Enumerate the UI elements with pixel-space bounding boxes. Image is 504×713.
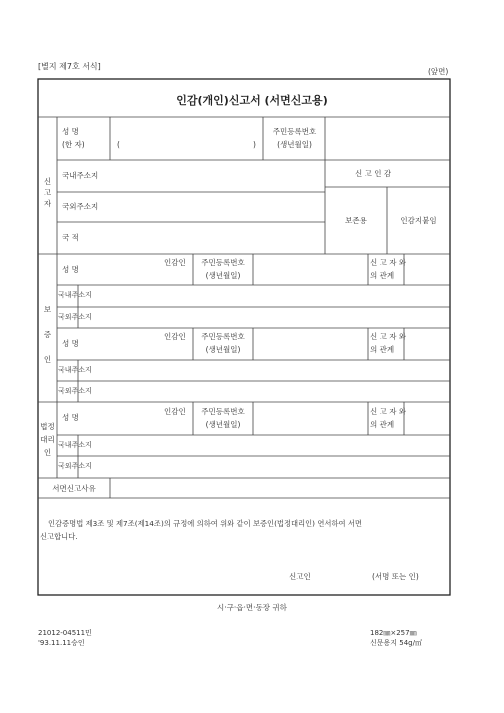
guarantor2-rrn-label: 주민등록번호 <box>201 332 245 341</box>
guarantor2-domestic-address-label: 국내주소지 <box>58 366 92 374</box>
section-guarantor: 보 증 인 <box>43 305 52 364</box>
legal-rep-domestic-address-label: 국내주소지 <box>58 441 92 449</box>
section-legal-representative: 법정 대리 인 <box>40 422 55 457</box>
form-title: 인감(개인)신고서 (서면신고용) <box>176 94 328 107</box>
form-number: [별지 제7호 서식] <box>38 62 101 71</box>
guarantor1-dob-label: (생년월일) <box>205 271 241 280</box>
legal-rep-dob-label: (생년월일) <box>205 420 241 429</box>
addressee: 시·구·읍·면·동장 귀하 <box>217 603 287 612</box>
hanja-open-paren: ( <box>117 140 120 149</box>
approval-date: '93.11.11승인 <box>38 639 85 647</box>
guarantor2-dob-label: (생년월일) <box>205 345 241 354</box>
section-applicant: 신 고 자 <box>43 177 52 208</box>
applicant-name-label: 성 명 <box>62 127 79 136</box>
guarantor1-name-label: 성 명 <box>62 265 79 274</box>
seal-attach-label: 인감지붙임 <box>400 216 437 225</box>
declaration-line-2: 신고합니다. <box>40 532 78 541</box>
paper-size: 182㎜×257㎜ <box>370 629 417 637</box>
applicant-hanja-label: (한 자) <box>62 140 85 149</box>
form-code: 21012-04511민 <box>38 629 92 637</box>
legal-rep-rrn-label: 주민등록번호 <box>201 407 245 416</box>
guarantor2-foreign-address-label: 국외주소지 <box>58 387 92 395</box>
written-report-reason-label: 서면신고사유 <box>52 484 96 493</box>
guarantor1-rrn-label: 주민등록번호 <box>201 258 245 267</box>
keep-copy-label: 보존용 <box>345 216 367 225</box>
guarantor1-domestic-address-label: 국내주소지 <box>58 291 92 299</box>
seal-registration-label: 신 고 인 감 <box>355 169 392 178</box>
guarantor1-seal-mark: 인감인 <box>164 258 186 267</box>
page-side: (앞면) <box>428 67 449 76</box>
legal-rep-name-label: 성 명 <box>62 413 79 422</box>
guarantor1-foreign-address-label: 국외주소지 <box>58 313 92 321</box>
applicant-domestic-address-label: 국내주소지 <box>62 171 99 180</box>
legal-rep-relation-label: 신 고 자 와 <box>370 407 407 416</box>
applicant-rrn-label: 주민등록번호 <box>272 127 317 136</box>
legal-rep-relation-label-2: 의 관계 <box>370 420 395 429</box>
legal-rep-foreign-address-label: 국외주소지 <box>58 462 92 470</box>
signer-label: 신고인 <box>289 572 311 581</box>
guarantor2-relation-label: 신 고 자 와 <box>370 332 407 341</box>
applicant-foreign-address-label: 국외주소지 <box>62 202 99 211</box>
guarantor1-relation-label-2: 의 관계 <box>370 271 395 280</box>
guarantor2-name-label: 성 명 <box>62 339 79 348</box>
paper-type: 신문용지 54g/㎡ <box>370 639 422 647</box>
legal-rep-seal-mark: 인감인 <box>164 407 186 416</box>
guarantor1-relation-label: 신 고 자 와 <box>370 258 407 267</box>
guarantor2-seal-mark: 인감인 <box>164 332 186 341</box>
applicant-nationality-label: 국 적 <box>62 233 79 242</box>
hanja-close-paren: ) <box>253 140 256 149</box>
guarantor2-relation-label-2: 의 관계 <box>370 345 395 354</box>
applicant-dob-label: (생년월일) <box>277 140 312 149</box>
declaration-line-1: 인감증명법 제3조 및 제7조(제14조)의 규정에 의하여 위와 같이 보증인(법정대리인) 연서하여 서면 <box>48 519 362 528</box>
signature-note: (서명 또는 인) <box>372 572 419 581</box>
